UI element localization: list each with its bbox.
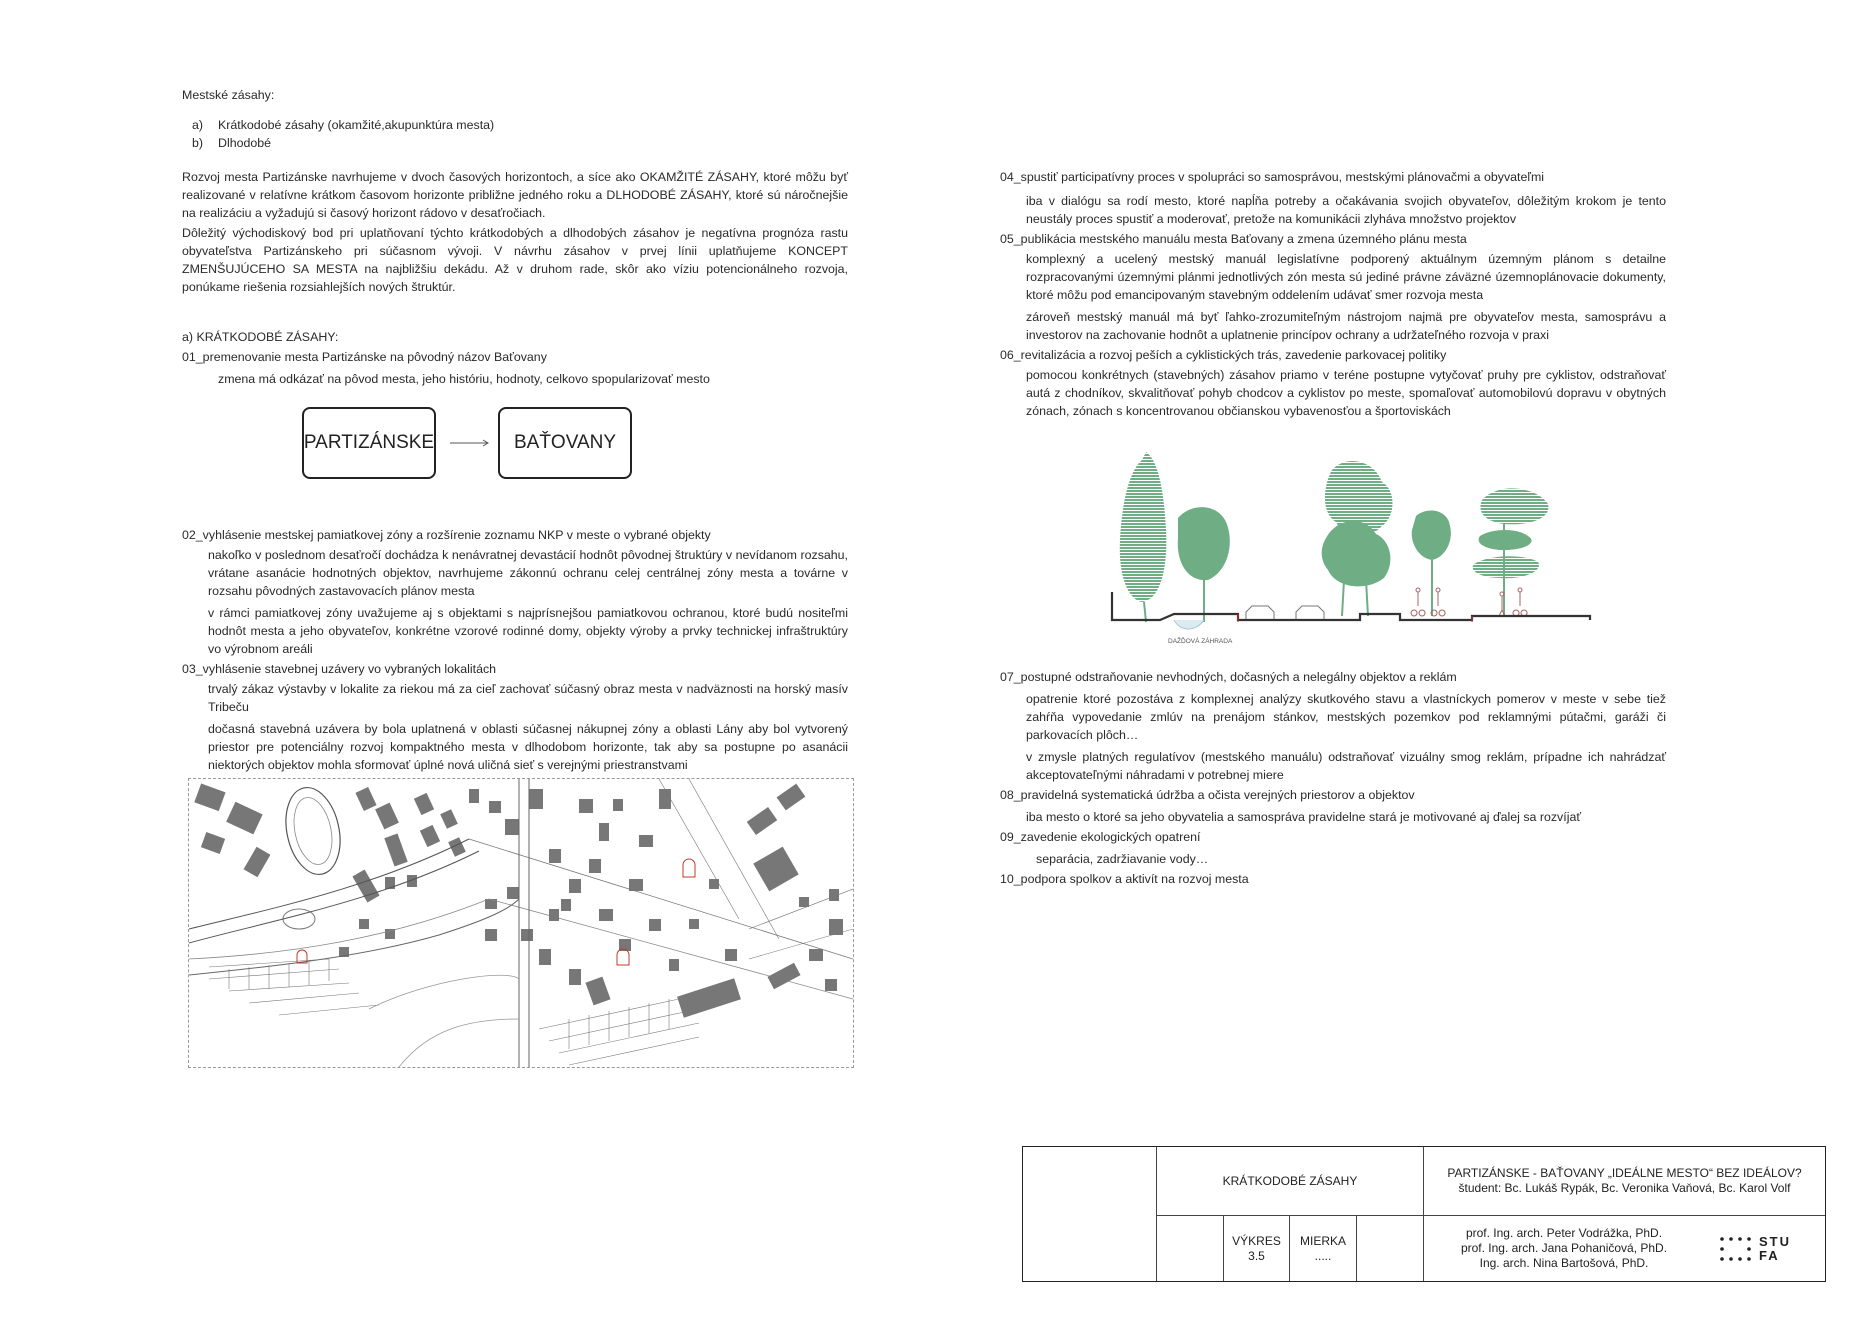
right-column-lower bbox=[1000, 668, 1666, 888]
item-text: zároveň mestský manuál má byť ľahko-zrozumiteľným nástrojom najmä pre obyvateľov mesta, samosprávu a investorov na zachovanie hodnôt a uplatnenie princípov ochrany a udržateľného rozvoja v praxi bbox=[1026, 310, 1666, 342]
project-info bbox=[1424, 1147, 1825, 1215]
scale: MIERKA ..... bbox=[1299, 1233, 1346, 1263]
item-text: nakoľko v poslednom desaťročí dochádza k nenávratnej devastácií hodnôt pôvodnej štruktúry v nevídanom rozsahu, vrátane asanácie hodnotných objektov, navrhujeme zákonnú ochranu celej centrálnej zóny mesta a továrne v rozsahu pôvodných zastavovacích plánov mesta bbox=[208, 548, 848, 598]
logo-text: STU FA bbox=[1759, 1234, 1791, 1263]
intro-paragraph: Dôležitý východiskový bod pri uplatňovaní týchto krátkodobých a dlhodobých zásahov je negatívna prognóza rastu obyvateľstva Partizánskeho pri súčasnom vývoji. V návrhu zásahov v prvej línii uplatňujeme KONCEPT ZMENŠUJÚCEHO SA MESTA na najbližšiu dekádu. Až v druhom rade, skôr ako víziu potencionálneho rozvoja, ponúkame riešenia rozsiahlejších nových štruktúr. bbox=[182, 226, 848, 294]
item-title: 01_premenovanie mesta Partizánske na pôvodný názov Baťovany bbox=[182, 350, 547, 364]
list-item: a) Krátkodobé zásahy (okamžité,akupunktúra mesta) bbox=[192, 118, 495, 132]
dots-icon bbox=[1719, 1235, 1763, 1265]
item-text: iba mesto o ktoré sa jeho obyvatelia a samospráva pravidelne stará je motivované aj ďalej sa rozvíjať bbox=[1026, 810, 1581, 824]
project-title: PARTIZÁNSKE - BAŤOVANY „IDEÁLNE MESTO“ BEZ IDEÁLOV? bbox=[1447, 1166, 1802, 1180]
box-batovany: BAŤOVANY bbox=[498, 407, 632, 479]
arrow-icon bbox=[450, 438, 492, 448]
map-drawing bbox=[189, 779, 853, 1067]
intervention-list bbox=[182, 116, 848, 152]
tutors: prof. Ing. arch. Peter Vodrážka, PhD. prof. Ing. arch. Jana Pohaničová, PhD. Ing. arch. Nina Bartošová, PhD. bbox=[1460, 1226, 1668, 1270]
item-title: 05_publikácia mestského manuálu mesta Baťovany a zmena územného plánu mesta bbox=[1000, 232, 1467, 246]
item-title: 03_vyhlásenie stavebnej uzávery vo vybraných lokalitách bbox=[182, 662, 497, 676]
right-column bbox=[1000, 168, 1666, 420]
item-text: iba v dialógu sa rodí mesto, ktoré napĺňa potreby a očakávania svojich obyvateľov, dôležitým krokom je tento neustály proces spustiť a moderovať, pretože na komunikácii zlyháva množstvo projektov bbox=[1026, 194, 1666, 226]
item-title: 09_zavedenie ekologických opatrení bbox=[1000, 830, 1201, 844]
item-text: trvalý zákaz výstavby v lokalite za riekou má za cieľ zachovať súčasný obraz mesta v nadväznosti na horský masív Tribeču bbox=[208, 682, 848, 714]
box-partizanske: PARTIZÁNSKE bbox=[302, 407, 436, 479]
left-column bbox=[182, 86, 848, 388]
item-text: v zmysle platných regulatívov (mestského manuálu) odstraňovať vizuálny smog reklám, prípadne ich nahrádzať akceptovateľnými náhradami v potrebnej miere bbox=[1026, 750, 1666, 782]
item-text: komplexný a ucelený mestský manuál legislatívne podporený aktuálnym územným plánom s detailne rozpracovanými územnými plánmi jednotlivých zón mesta sú jediné právne záväzné územnoplánovacie dokumenty, ktoré môžu pod emancipovaným stavebným oddelením udávať smer rozvoja mesta bbox=[1026, 252, 1666, 302]
item-text: opatrenie ktoré pozostáva z komplexnej analýzy skutkového stavu a vlastníckych pomerov v meste v sebe tiež zahŕňa vypovedanie zmlúv na prenájom stánkov, mestských pozemkov pod reklamnými pútačmi, garáži či parkovacích plôch… bbox=[1026, 692, 1666, 742]
item-title: 10_podpora spolkov a aktivít na rozvoj mesta bbox=[1000, 872, 1249, 886]
section-heading: a) KRÁTKODOBÉ ZÁSAHY: bbox=[182, 330, 339, 344]
item-title: 02_vyhlásenie mestskej pamiatkovej zóny a rozšírenie zoznamu NKP v meste o vybrané objekty bbox=[182, 528, 711, 542]
item-text: pomocou konkrétnych (stavebných) zásahov priamo v teréne postupne vytyčovať pruhy pre cyklistov, odstraňovať autá z chodníkov, skvalitňovať pohyb chodcov a cyklistov po meste, spomaľovať automobilovú dopravu v obytných zónach, zónach s koncentrovanou občianskou vybavenosťou a športoviskách bbox=[1026, 368, 1666, 418]
item-title: 06_revitalizácia a rozvoj peších a cyklistických trás, zavedenie parkovacej politiky bbox=[1000, 348, 1447, 362]
title-block bbox=[1022, 1146, 1826, 1282]
section-label: DAŽĎOVÁ ZÁHRADA bbox=[1168, 638, 1233, 645]
stu-fa-logo bbox=[1719, 1235, 1799, 1267]
heading: Mestské zásahy: bbox=[182, 88, 275, 102]
left-column-lower bbox=[182, 526, 848, 774]
item-text: zmena má odkázať na pôvod mesta, jeho históriu, hodnoty, celkovo spopularizovať mesto bbox=[218, 372, 710, 386]
item-text: v rámci pamiatkovej zóny uvažujeme aj s objektami s najprísnejšou pamiatkovou ochranou, ktoré budú nositeľmi hodnôt mesta a jeho obyvateľov, konkrétne vzorové rodinné domy, objekty výroby a prvky technickej infraštruktúry vo výrobnom areáli bbox=[208, 606, 848, 656]
drawing-number: VÝKRES 3.5 bbox=[1232, 1233, 1281, 1263]
sheet-title: KRÁTKODOBÉ ZÁSAHY bbox=[1222, 1173, 1358, 1188]
item-title: 07_postupné odstraňovanie nevhodných, dočasných a nelegálny objektov a reklám bbox=[1000, 670, 1457, 684]
site-map bbox=[188, 778, 854, 1068]
item-title: 04_spustiť participatívny proces v spolupráci so samosprávou, mestskými plánovačmi a obyvateľmi bbox=[1000, 170, 1545, 184]
list-item: b) Dlhodobé bbox=[192, 136, 272, 150]
item-text: dočasná stavebná uzávera by bola uplatnená v oblasti súčasnej nákupnej zóny a oblasti Lány aby bol vytvorený priestor pre potenciálny rozvoj kompaktného mesta v dlhodobom horizonte, tak aby sa postupne po asanácii niektorých objektov mohla sformovať úplné nová uličná sieť s verejnými priestranstvami bbox=[208, 722, 848, 772]
item-text: separácia, zadržiavanie vody… bbox=[1036, 852, 1209, 866]
students: študent: Bc. Lukáš Rypák, Bc. Veronika Vaňová, Bc. Karol Volf bbox=[1458, 1181, 1791, 1195]
item-title: 08_pravidelná systematická údržba a očista verejných priestorov a objektov bbox=[1000, 788, 1415, 802]
street-section bbox=[1100, 430, 1600, 650]
intro-paragraph: Rozvoj mesta Partizánske navrhujeme v dvoch časových horizontoch, a síce ako OKAMŽITÉ ZÁSAHY, ktoré môžu byť realizované v relatívne krátkom časovom horizonte približne jedného roku a DLHODOBÉ ZÁSAHY, ktoré sú náročnejšie na realizáciu a vyžadujú si časový horizont rádovo v desaťročiach. bbox=[182, 170, 848, 220]
